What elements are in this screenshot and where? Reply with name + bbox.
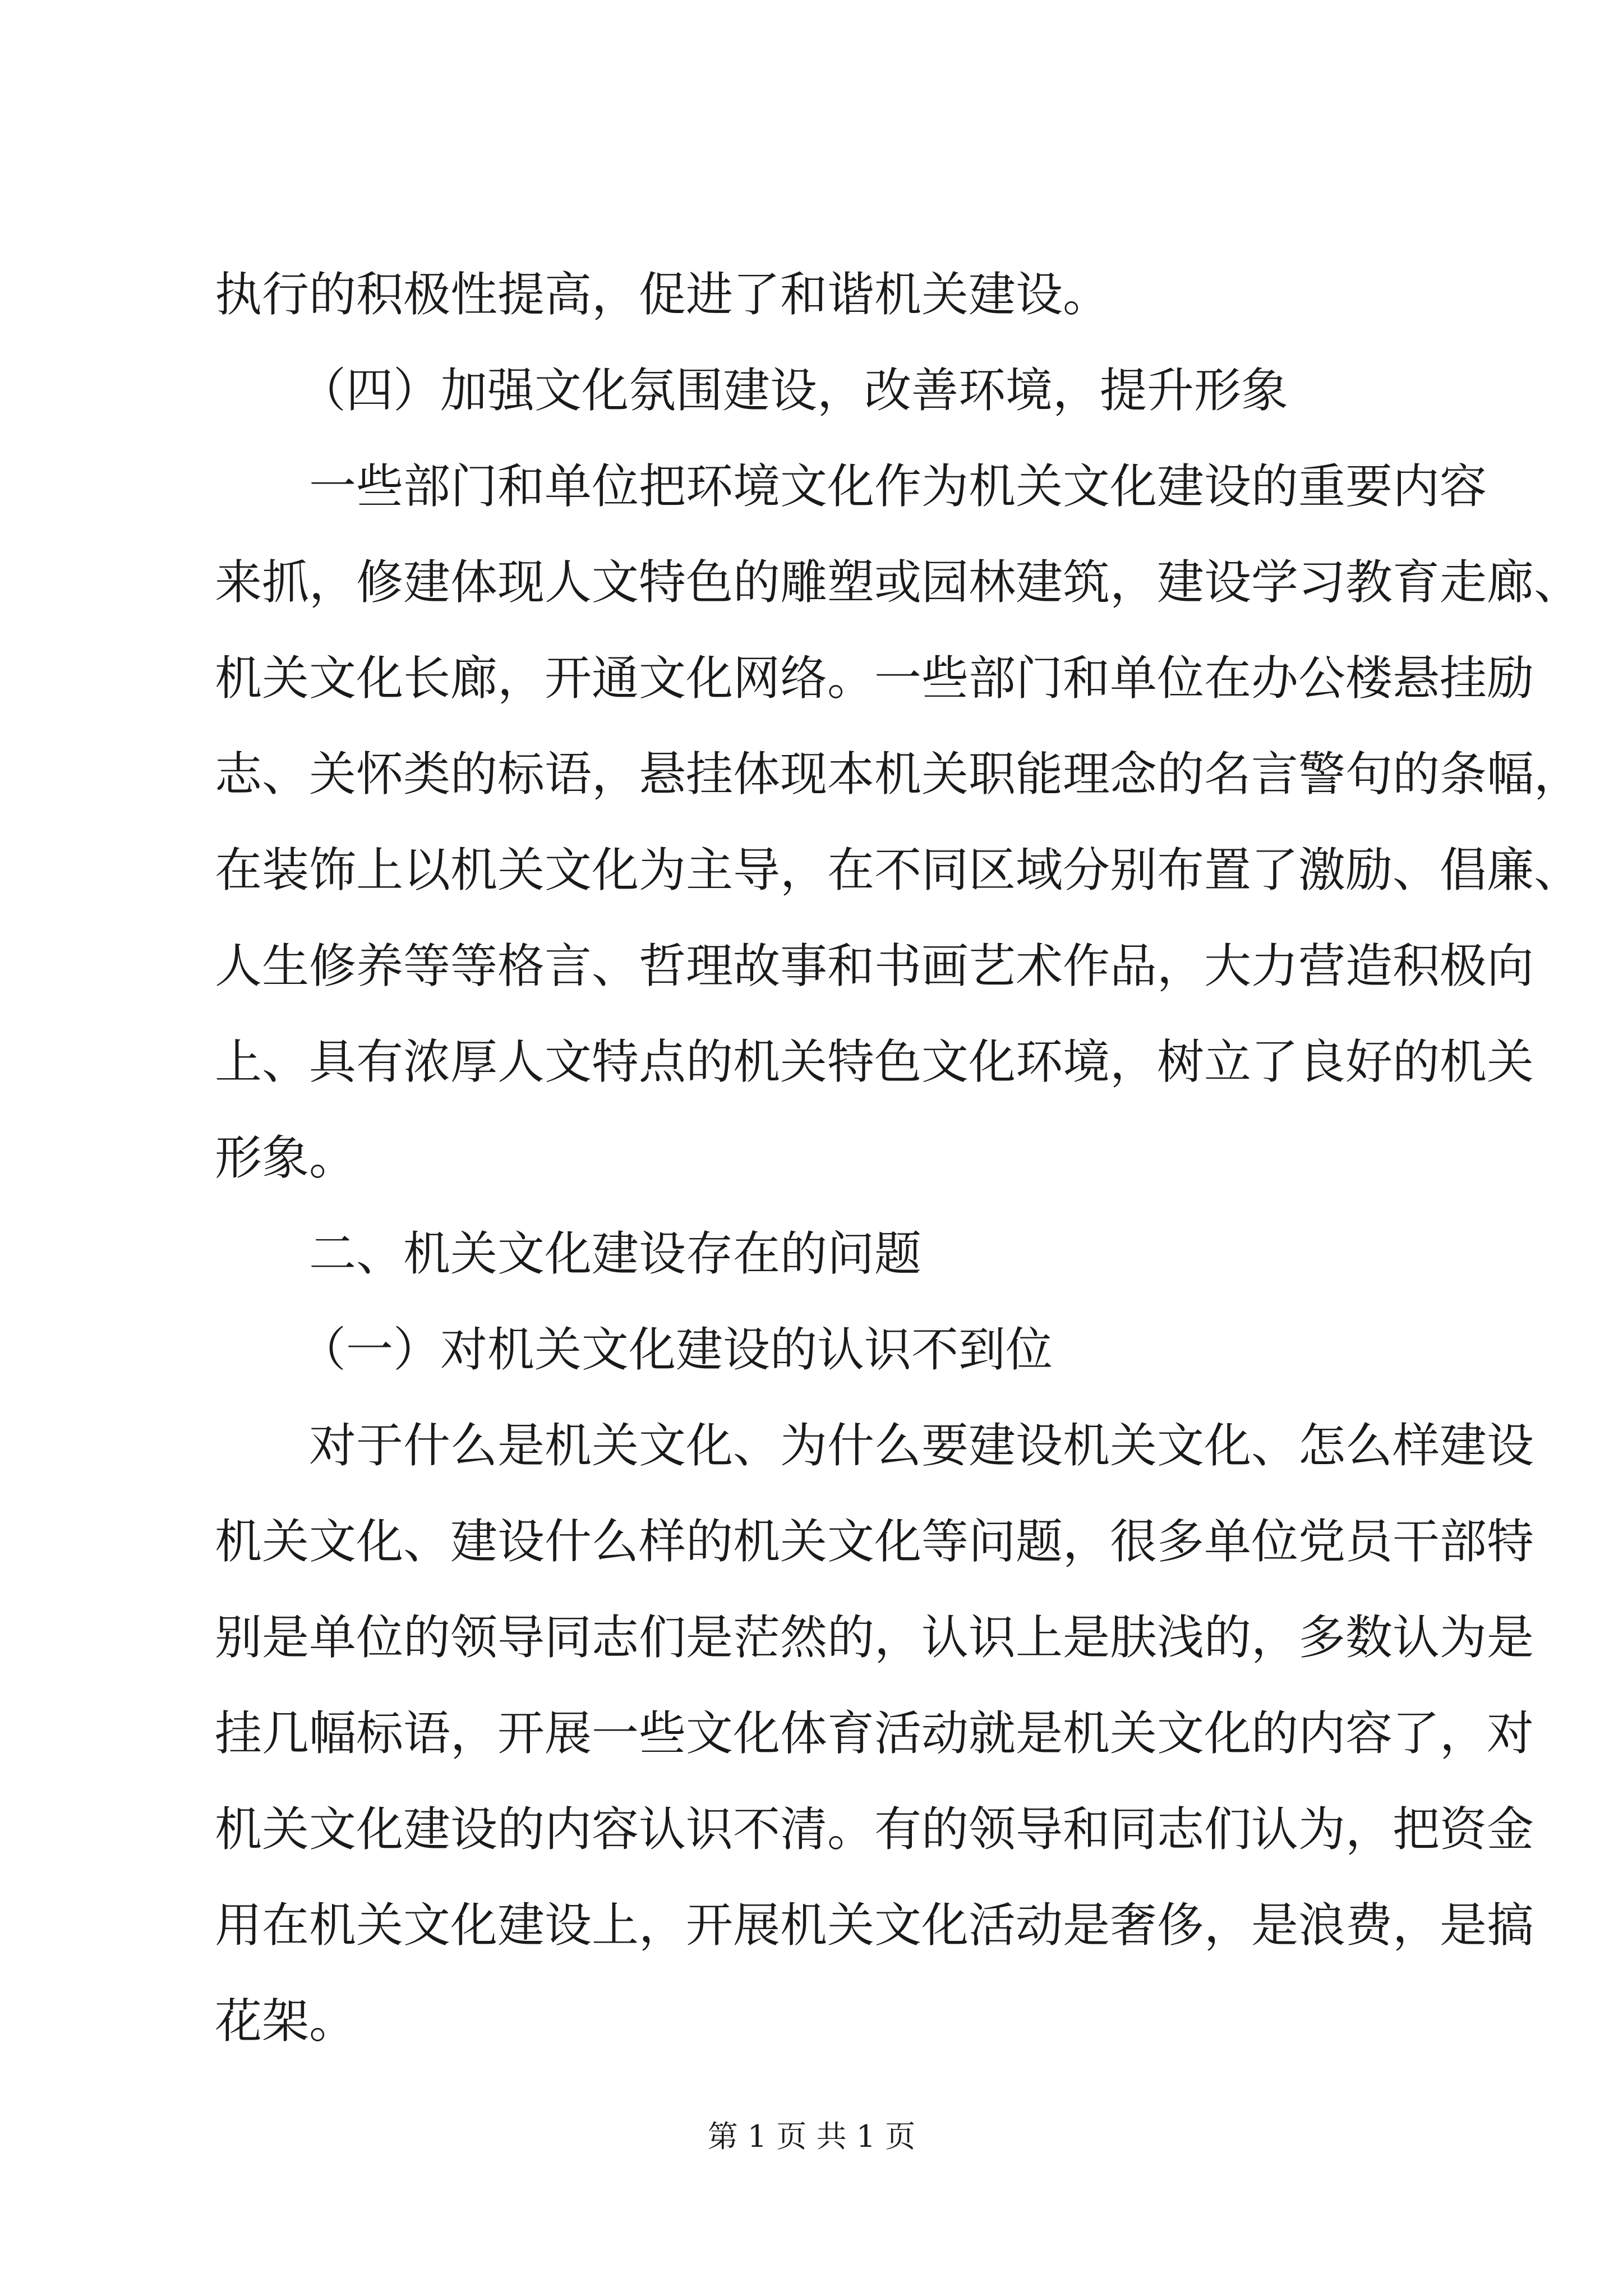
paragraph-line: 对于什么是机关文化、为什么要建设机关文化、怎么样建设 [309,1418,1534,1473]
paragraph-line: 上、具有浓厚人文特点的机关特色文化环境，树立了良好的机关 [215,1034,1534,1089]
paragraph-line: 机关文化、建设什么样的机关文化等问题，很多单位党员干部特 [215,1514,1534,1569]
paragraph-line: 挂几幅标语，开展一些文化体育活动就是机关文化的内容了，对 [215,1706,1534,1761]
document-body [215,247,1581,2069]
section-heading: 二、机关文化建设存在的问题 [309,1226,922,1281]
paragraph-line: 别是单位的领导同志们是茫然的，认识上是肤浅的，多数认为是 [215,1610,1534,1665]
paragraph-line: 用在机关文化建设上，开展机关文化活动是奢侈，是浪费，是搞 [215,1898,1534,1953]
paragraph-line: 来抓，修建体现人文特色的雕塑或园林建筑，建设学习教育走廊、 [215,555,1581,610]
section-heading: （四）加强文化氛围建设，改善环境，提升形象 [299,363,1289,418]
paragraph-line: 人生修养等等格言、哲理故事和书画艺术作品，大力营造积极向 [215,938,1534,993]
paragraph-line: 执行的积极性提高，促进了和谐机关建设。 [215,267,1110,322]
page-footer [0,2117,1623,2156]
section-heading: （一）对机关文化建设的认识不到位 [299,1322,1053,1377]
paragraph-line: 形象。 [215,1130,357,1185]
paragraph-line: 在装饰上以机关文化为主导，在不同区域分别布置了激励、倡廉、 [215,843,1581,898]
paragraph-line: 机关文化建设的内容认识不清。有的领导和同志们认为，把资金 [215,1802,1534,1857]
paragraph-line: 志、关怀类的标语，悬挂体现本机关职能理念的名言警句的条幅， [215,747,1581,802]
paragraph-line: 一些部门和单位把环境文化作为机关文化建设的重要内容 [309,459,1487,514]
page-number-label: 第 1 页 共 1 页 [707,2119,916,2154]
paragraph-line: 花架。 [215,1994,357,2049]
paragraph-line: 机关文化长廊，开通文化网络。一些部门和单位在办公楼悬挂励 [215,651,1534,706]
